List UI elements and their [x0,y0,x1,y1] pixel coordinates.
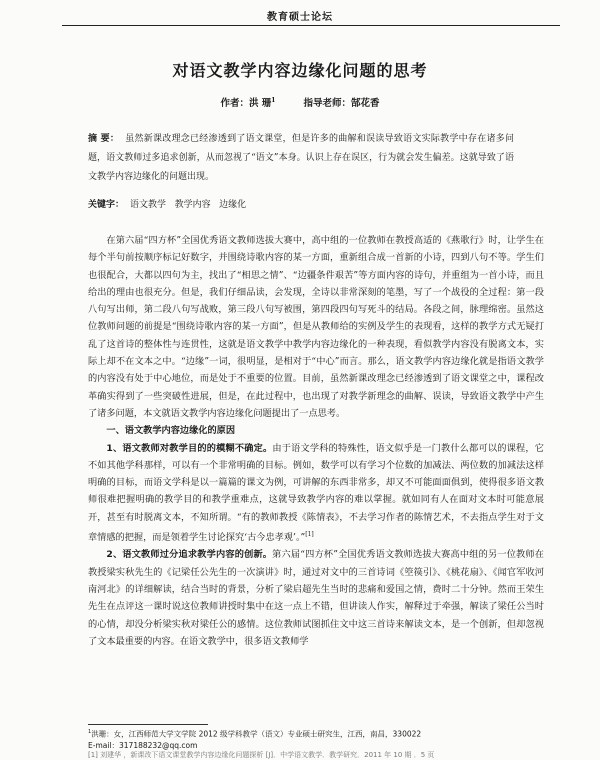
paragraph-reason-1 [88,440,544,547]
abstract-label: 摘 要： [88,134,120,144]
byline [0,95,600,109]
keywords [88,198,514,212]
journal-header: 教育硕士论坛 [267,12,333,23]
header-rule [62,25,560,26]
footnote-author-text: 洪珊：女，江西师范大学文学院 2012 级学科教学（语文）专业硕士研究生，江西，南昌，330022 [91,729,422,739]
reason-1-lead: 1、语文教师对教学目的的模糊不确定。 [106,442,273,454]
advisor-label: 指导老师： [303,98,351,109]
author-footnote-mark: 1 [271,96,276,104]
abstract [88,130,514,187]
footnote-rule [88,724,208,725]
footnote-email: E-mail：317188232@qq.com [88,740,198,750]
article-body [88,232,544,650]
paragraph-reason-2 [88,546,544,650]
footnote-mark: 1 [88,729,92,735]
keywords-label: 关键字： [88,200,125,210]
author-name: 洪 珊 [248,98,272,109]
citation-ref: [1] [305,531,314,539]
reference-strip: [1] 刘建华 ，新课改下语文课堂教学内容边缘化问题探析 [J]．中学语文教学．教学研究．2011 年 10 期 ．5 页 [88,751,435,759]
section-heading: 一、语文教学内容边缘化的原因 [106,425,236,437]
reason-1-text: 由于语文学科的特殊性，语文似乎是一门教什么都可以的课程，它不如其他学科那样，可以有一个非常明确的目标。例如，数学可以有学习个位数的加减法、两位数的加减法这样明确的目标，而语文学科是以一篇篇的课文为例，可讲解的东西非常多，却又不可能面面俱到，使得很多语文教师很难把握明确的教学目的和教学重难点，这就导致教学内容的难以掌握。就如同有人在面对文本时可能意展开，甚至有时脱离文本，不知所谓。“有的教师教授《陈情表》，不去学习作者的陈情艺术，不去指点学生对于文章情感的把握，而是领着学生讨论探究‘古今忠孝观’。” [88,442,544,544]
abstract-text: 虽然新课改理念已经渗透到了语文课堂，但是许多的曲解和误读导致语文实际教学中存在诸多问题，语文教师过多追求创新，从而忽视了“语文”本身。认识上存在误区，行为就会发生偏差。这就导致了语文教学内容边缘化的问题出现。 [88,134,514,182]
reason-2-text: 第六届“四方杯”全国优秀语文教师选拔大赛高中组的另一位教师在教授梁实秋先生的《记梁任公先生的一次演讲》时，通过对文中的三首诗词《箜篌引》、《桃花扇》、《闻官军收河南河北》的详细解读，结合当时的背景，分析了梁启超先生当时的悲痛和爱国之情，费时二十分钟。然而王荣生先生在点评这一课时说这位教师讲授时集中在这一点上不错，但讲读人作实，解释过于牵强，解读了梁任公当时的心情，却没分析梁实秋对梁任公的感情。这位教师试图抓住文中这三首诗来解读文本，是一个创新，但却忽视了文本最重要的内容。在语文教学中，很多语文教师学 [88,549,544,647]
reason-2-lead: 2、语文教师过分追求教学内容的创新。 [106,549,273,561]
article-title: 对语文教学内容边缘化问题的思考 [172,61,428,80]
advisor-name: 郜花香 [351,98,380,109]
author-label: 作者： [220,98,249,109]
keywords-list: 语文教学 教学内容 边缘化 [130,200,247,210]
paragraph-intro: 在第六届“四方杯”全国优秀语文教师选拔大赛中，高中组的一位教师在教授高适的《燕歌行》时，让学生在每个半句前按顺序标记好数字，并围绕诗歌内容的某一方面，重新组合成一首新的小诗，四到八句不等。学生们也很配合，大都以四句为主，找出了“相思之情”、“边疆条件艰苦”等方面内容的诗句，并重组为一首小诗，而且给出的理由也很充分。但是，我们仔细品读，会发现，全诗以非常深刻的笔墨，写了一个战役的全过程：第一段八句写出师，第二段八句写战败，第三段八句写被围，第四段四句写死斗的结局。各段之间，脉理绵密。虽然这位教师问题的前提是“围绕诗歌内容的某一方面”，但是从教师给的实例及学生的表现看，这样的教学方式无疑打乱了这首诗的整体性与连贯性，这就是语文教学中教学内容边缘化的一种表现，看似教学内容没有脱离文本，实际上却不在文本之中。“边缘”一词，很明显，是相对于“中心”而言。那么，语文教学内容边缘化就是指语文教学的内容没有处于中心地位，而是处于不重要的位置。目前，虽然新课改理念已经渗透到了语文课堂之中，课程改革确实得到了一些突破性进展，但是，在此过程中，也出现了对教学新理念的曲解、误读，导致语文教学中产生了诸多问题，本文就语文教学内容边缘化问题提出了一点思考。 [88,235,544,419]
footnote [88,727,544,751]
footnote-author [88,727,544,740]
